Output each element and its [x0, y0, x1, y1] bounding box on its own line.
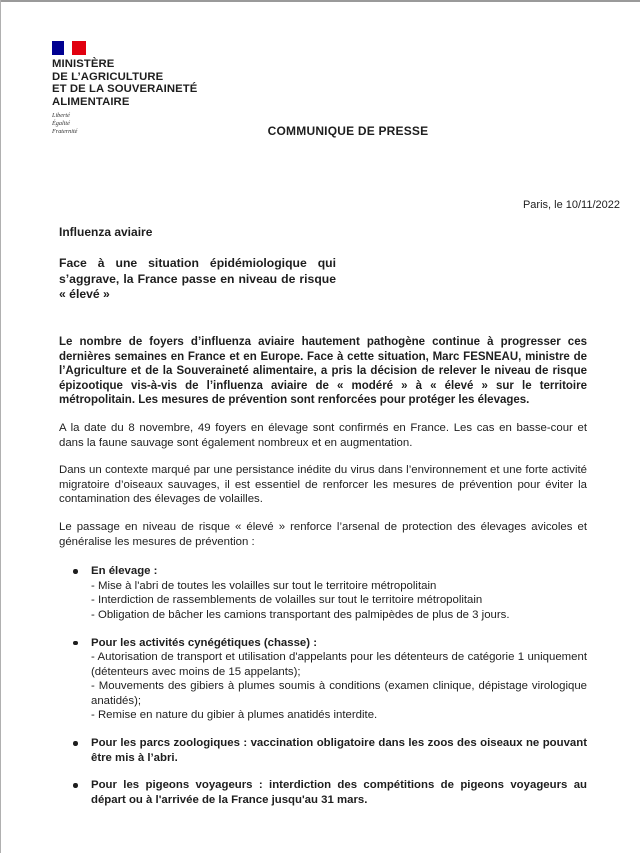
measures-section	[59, 564, 587, 622]
intro-paragraph: Le nombre de foyers d’influenza aviaire hautement pathogène continue à progresser ces dernières semaines en France et en Europe. Face à cette situation, Marc FESNEAU, ministre de l’Agriculture et de la Souveraineté alimentaire, a pris la décision de relever le niveau de risque épizootique vis-à-vis de l’influenza aviaire de « modéré » à « élevé » sur le territoire métropolitain. Les mesures de prévention sont renforcées pour protéger les élevages.	[59, 336, 587, 407]
flag-blue-band	[52, 41, 64, 55]
press-release-header	[0, 124, 640, 138]
flag-white-band	[64, 41, 72, 55]
headline: Face à une situation épidémiologique qui s’aggrave, la France passe en niveau de risque « élevé »	[59, 256, 336, 302]
bullet-icon	[73, 641, 78, 646]
measures-section	[59, 778, 587, 807]
ministry-line: ALIMENTAIRE	[52, 95, 130, 108]
body-paragraph: Dans un contexte marqué par une persistance inédite du virus dans l’environnement et une forte activité migratoire d’oiseaux sauvages, il est essentiel de renforcer les mesures de prévention pour éviter la contamination des élevages de volailles.	[59, 464, 587, 506]
ministry-line: ET DE LA SOUVERAINETÉ	[52, 83, 198, 96]
section-line: - Interdiction de rassemblements de volailles sur tout le territoire métropolitain	[91, 594, 483, 607]
subject-title: Influenza aviaire	[59, 225, 153, 239]
section-line: - Autorisation de transport et utilisation d'appelants pour les détenteurs de catégorie 1 uniquement (détenteurs avec moins de 15 appelants);	[91, 651, 587, 678]
section-heading: En élevage :	[91, 565, 158, 578]
bullet-icon	[73, 783, 78, 788]
document-body	[59, 335, 587, 818]
section-heading: Pour les parcs zoologiques : vaccination obligatoire dans les zoos des oiseaux ne pouvant être mis à l’abri.	[91, 737, 587, 764]
motto-line: Fraternité	[52, 127, 78, 135]
ministry-name	[52, 58, 197, 108]
top-border	[0, 0, 640, 2]
measures-section	[59, 636, 587, 724]
section-heading: Pour les activités cynégétiques (chasse) :	[91, 636, 318, 649]
press-release-title: COMMUNIQUE DE PRESSE	[267, 124, 429, 138]
measures-section	[59, 736, 587, 765]
section-line: - Mouvements des gibiers à plumes soumis à conditions (examen clinique, dépistage virologique anatidés);	[91, 680, 587, 707]
ministry-line: MINISTÈRE	[52, 58, 115, 70]
section-line: - Remise en nature du gibier à plumes anatidés interdite.	[91, 709, 378, 722]
section-heading: Pour les pigeons voyageurs : interdiction des compétitions de pigeons voyageurs au départ ou à l'arrivée de la France jusqu'au 31 mars.	[91, 779, 587, 806]
body-paragraph: Le passage en niveau de risque « élevé » renforce l’arsenal de protection des élevages avicoles et généralise les mesures de prévention :	[59, 520, 587, 548]
dateline: Paris, le 10/11/2022	[522, 199, 620, 211]
section-line: - Obligation de bâcher les camions transportant des palmipèdes de plus de 3 jours.	[91, 608, 510, 621]
bullet-icon	[73, 741, 78, 746]
ministry-logo	[52, 41, 197, 135]
motto-line: Liberté	[52, 112, 70, 120]
french-flag-icon	[52, 41, 86, 55]
motto-line: Égalité	[52, 119, 70, 127]
section-line: - Mise à l'abri de toutes les volailles sur tout le territoire métropolitain	[91, 579, 437, 592]
body-paragraph: A la date du 8 novembre, 49 foyers en élevage sont confirmés en France. Les cas en basse-cour et dans la faune sauvage sont également nombreux et en augmentation.	[59, 421, 587, 449]
ministry-line: DE L’AGRICULTURE	[52, 70, 164, 83]
flag-red-band	[72, 41, 86, 55]
bullet-icon	[73, 569, 78, 574]
